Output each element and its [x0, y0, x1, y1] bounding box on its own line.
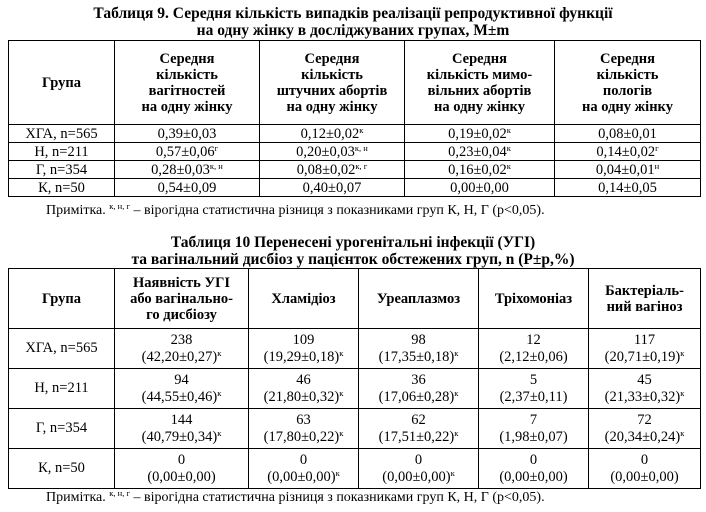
cell-superscript: к	[454, 427, 459, 438]
header-line: вільних абортів	[427, 82, 532, 99]
cell-percent	[115, 349, 248, 366]
cell-percent	[479, 469, 588, 486]
cell-superscript: г	[655, 142, 659, 153]
value-cell	[260, 125, 405, 143]
cell-percent	[589, 469, 700, 486]
table2	[8, 268, 701, 489]
cell-percent	[115, 429, 248, 446]
group-cell: ХГА, n=565	[9, 125, 115, 143]
table-row	[9, 143, 701, 161]
cell-count: 62	[411, 411, 426, 428]
cell-superscript: к	[506, 124, 511, 135]
value-cell	[115, 449, 249, 489]
cell-value: 0,04±0,01	[595, 161, 655, 178]
value-cell	[555, 143, 701, 161]
cell-value: 0,19±0,02	[448, 125, 507, 142]
value-cell	[260, 161, 405, 179]
cell-percent-value: (20,71±0,19)	[604, 348, 681, 365]
cell-value: 0,00±0,00	[450, 179, 509, 196]
cell-superscript: к	[454, 347, 459, 358]
value-cell	[589, 409, 701, 449]
header-line: кількість	[156, 66, 218, 83]
table1-header-col	[405, 41, 555, 125]
header-line: Тріхомоніаз	[494, 290, 573, 307]
cell-percent-value: (20,34±0,24)	[604, 428, 681, 445]
header-line: або вагінально-	[130, 290, 233, 307]
value-cell	[260, 179, 405, 197]
cell-percent	[479, 429, 588, 446]
cell-percent-value: (0,00±0,00)	[382, 468, 451, 485]
table1-note-text: – вірогідна статистична різниця з показниками груп К, Н, Г (р<0,05).	[133, 203, 545, 218]
cell-percent	[359, 389, 478, 406]
header-line: пологів	[602, 82, 653, 99]
cell-percent-value: (0,00±0,00)	[499, 468, 568, 485]
cell-value: 0,40±0,07	[302, 179, 362, 196]
value-cell	[405, 179, 555, 197]
header-line: Бактеріаль-	[605, 282, 684, 299]
cell-percent-value: (0,00±0,00)	[267, 468, 336, 485]
cell-superscript: к, н	[354, 142, 368, 153]
cell-percent	[249, 389, 358, 406]
cell-superscript: к	[506, 160, 511, 171]
cell-value: 0,12±0,02	[300, 125, 360, 142]
cell-percent-value: (40,79±0,34)	[141, 428, 218, 445]
cell-count: 36	[411, 371, 426, 388]
header-line: го дисбіозу	[146, 306, 217, 323]
value-cell	[115, 161, 260, 179]
value-cell	[479, 369, 589, 409]
cell-percent-value: (19,29±0,18)	[263, 348, 340, 365]
cell-value: 0,28±0,03	[151, 161, 210, 178]
value-cell	[249, 329, 359, 369]
table2-note-text: – вірогідна статистична різниця з показниками груп К, Н, Г (р<0,05).	[133, 490, 545, 505]
value-cell	[405, 143, 555, 161]
cell-percent-value: (2,12±0,06)	[499, 348, 568, 365]
table-row	[9, 161, 701, 179]
value-cell	[589, 329, 701, 369]
cell-superscript: к	[680, 347, 685, 358]
header-line: ний вагіноз	[606, 298, 683, 315]
group-cell: Г, n=354	[9, 409, 115, 449]
cell-superscript: к	[339, 427, 344, 438]
cell-percent-value: (0,00±0,00)	[147, 468, 216, 485]
table1-title-line1: Таблиця 9. Середня кількість випадків реалізації репродуктивної функції	[93, 5, 613, 22]
cell-percent	[359, 429, 478, 446]
cell-superscript: н	[654, 160, 660, 171]
header-line: вагітностей	[148, 82, 226, 99]
cell-count: 0	[177, 451, 186, 468]
table1-header-row	[9, 41, 701, 125]
cell-superscript: к	[217, 427, 222, 438]
cell-value: 0,14±0,02	[596, 143, 656, 160]
value-cell	[555, 179, 701, 197]
table2-header-col	[249, 269, 359, 329]
header-line: на одну жінку	[582, 98, 673, 115]
table1-header-col	[260, 41, 405, 125]
cell-superscript: к	[217, 387, 222, 398]
cell-count: 7	[529, 411, 538, 428]
value-cell	[555, 161, 701, 179]
cell-superscript: к, г	[355, 160, 368, 171]
cell-percent-value: (17,35±0,18)	[378, 348, 455, 365]
header-line: Середня	[304, 50, 360, 67]
cell-value: 0,57±0,06	[155, 143, 215, 160]
table2-title	[0, 234, 706, 268]
cell-superscript: г	[214, 142, 219, 153]
cell-percent	[249, 349, 358, 366]
header-line: кількість	[596, 66, 659, 83]
cell-value: 0,16±0,02	[448, 161, 507, 178]
table1-note-sup: к, н, г	[109, 201, 130, 211]
value-cell	[479, 329, 589, 369]
cell-count: 0	[414, 451, 423, 468]
cell-count: 144	[170, 411, 193, 428]
cell-value: 0,54±0,09	[157, 179, 217, 196]
cell-superscript: к	[217, 347, 222, 358]
cell-percent-value: (44,55±0,46)	[141, 388, 218, 405]
table2-header-col	[359, 269, 479, 329]
value-cell	[589, 369, 701, 409]
table2-note-sup: к, н, г	[109, 488, 130, 498]
table2-title-line2: та вагінальний дисбіоз у пацієнток обстежених груп, n (P±p,%)	[131, 251, 575, 268]
cell-superscript: к	[680, 427, 685, 438]
cell-count: 117	[633, 331, 656, 348]
cell-percent	[589, 389, 700, 406]
value-cell	[115, 369, 249, 409]
cell-superscript: к	[506, 142, 511, 153]
table-row	[9, 329, 701, 369]
table2-note	[46, 490, 545, 506]
group-cell: К, n=50	[9, 179, 115, 197]
cell-percent	[479, 349, 588, 366]
value-cell	[359, 449, 479, 489]
value-cell	[115, 409, 249, 449]
cell-percent	[115, 389, 248, 406]
header-line: Середня	[600, 50, 655, 67]
value-cell	[359, 369, 479, 409]
table2-note-prefix: Примітка.	[46, 490, 106, 505]
table2-header-col	[589, 269, 701, 329]
cell-superscript: к	[359, 124, 364, 135]
cell-count: 238	[170, 331, 193, 348]
group-cell: Г, n=354	[9, 161, 115, 179]
value-cell	[249, 369, 359, 409]
header-line: на одну жінку	[434, 98, 525, 115]
cell-percent	[479, 389, 588, 406]
cell-percent	[249, 469, 358, 486]
value-cell	[115, 125, 260, 143]
cell-percent	[115, 469, 248, 486]
header-line: Уреаплазмоз	[376, 290, 461, 307]
value-cell	[359, 409, 479, 449]
value-cell	[359, 329, 479, 369]
cell-percent	[589, 429, 700, 446]
table1-note-prefix: Примітка.	[46, 203, 106, 218]
cell-count: 0	[299, 451, 308, 468]
cell-percent-value: (42,20±0,27)	[141, 348, 218, 365]
table1-header-col	[115, 41, 260, 125]
cell-count: 0	[640, 451, 649, 468]
header-line: Хламідіоз	[271, 290, 336, 307]
value-cell	[405, 161, 555, 179]
table2-title-line1: Таблиця 10 Перенесені урогенітальні інфекції (УГІ)	[170, 234, 536, 251]
cell-count: 45	[637, 371, 652, 388]
cell-count: 12	[526, 331, 541, 348]
value-cell	[115, 143, 260, 161]
header-line: на одну жінку	[141, 98, 233, 115]
cell-superscript: к	[339, 387, 344, 398]
cell-superscript: к	[335, 467, 340, 478]
cell-count: 109	[292, 331, 315, 348]
table1	[8, 40, 701, 197]
value-cell	[479, 449, 589, 489]
value-cell	[260, 143, 405, 161]
table-row	[9, 125, 701, 143]
group-cell: Н, n=211	[9, 143, 115, 161]
cell-superscript: к	[339, 347, 344, 358]
table2-header-col	[479, 269, 589, 329]
cell-percent-value: (17,06±0,28)	[378, 388, 455, 405]
cell-superscript: к	[450, 467, 455, 478]
cell-count: 63	[296, 411, 311, 428]
value-cell	[589, 449, 701, 489]
table-row	[9, 449, 701, 489]
cell-percent-value: (0,00±0,00)	[610, 468, 679, 485]
cell-superscript: к, н	[209, 160, 223, 171]
table1-header-col	[555, 41, 701, 125]
cell-percent	[589, 349, 700, 366]
cell-value: 0,08±0,02	[296, 161, 356, 178]
header-line: кількість	[301, 66, 363, 83]
cell-value: 0,20±0,03	[296, 143, 355, 160]
value-cell	[249, 449, 359, 489]
header-line: Середня	[452, 50, 507, 67]
header-line: на одну жінку	[286, 98, 378, 115]
cell-value: 0,23±0,04	[448, 143, 507, 160]
value-cell	[555, 125, 701, 143]
cell-value: 0,08±0,01	[598, 125, 657, 142]
cell-percent-value: (2,37±0,11)	[499, 388, 568, 405]
header-line: Середня	[159, 50, 215, 67]
header-line: штучних абортів	[276, 82, 388, 99]
table1-title-line2: на одну жінку в досліджуваних групах, M±m	[196, 22, 510, 39]
cell-percent-value: (17,80±0,22)	[263, 428, 340, 445]
cell-count: 0	[529, 451, 538, 468]
cell-percent-value: (21,80±0,32)	[263, 388, 340, 405]
value-cell	[405, 125, 555, 143]
table2-header-group	[9, 269, 115, 329]
cell-value: 0,14±0,05	[598, 179, 657, 196]
cell-count: 72	[637, 411, 652, 428]
value-cell	[115, 179, 260, 197]
table1-note	[46, 203, 545, 219]
header-line: кількість мимо-	[426, 66, 533, 83]
cell-percent	[359, 349, 478, 366]
cell-count: 46	[296, 371, 311, 388]
table1-title	[0, 5, 706, 39]
group-cell: Н, n=211	[9, 369, 115, 409]
table2-header-row	[9, 269, 701, 329]
value-cell	[479, 409, 589, 449]
cell-count: 94	[174, 371, 189, 388]
value-cell	[115, 329, 249, 369]
table-row	[9, 409, 701, 449]
table-row	[9, 179, 701, 197]
cell-percent-value: (21,33±0,32)	[604, 388, 681, 405]
group-cell: К, n=50	[9, 449, 115, 489]
value-cell	[249, 409, 359, 449]
cell-count: 5	[529, 371, 538, 388]
cell-percent-value: (1,98±0,07)	[499, 428, 568, 445]
cell-percent	[359, 469, 478, 486]
group-cell: ХГА, n=565	[9, 329, 115, 369]
header-line: Група	[41, 74, 82, 91]
cell-percent-value: (17,51±0,22)	[378, 428, 455, 445]
cell-percent	[249, 429, 358, 446]
cell-superscript: к	[454, 387, 459, 398]
header-line: Група	[41, 290, 82, 307]
table1-header-group	[9, 41, 115, 125]
cell-count: 98	[411, 331, 426, 348]
cell-superscript: к	[680, 387, 685, 398]
header-line: Наявність УГІ	[133, 274, 230, 291]
cell-value: 0,39±0,03	[157, 125, 217, 142]
table-row	[9, 369, 701, 409]
table2-header-col	[115, 269, 249, 329]
